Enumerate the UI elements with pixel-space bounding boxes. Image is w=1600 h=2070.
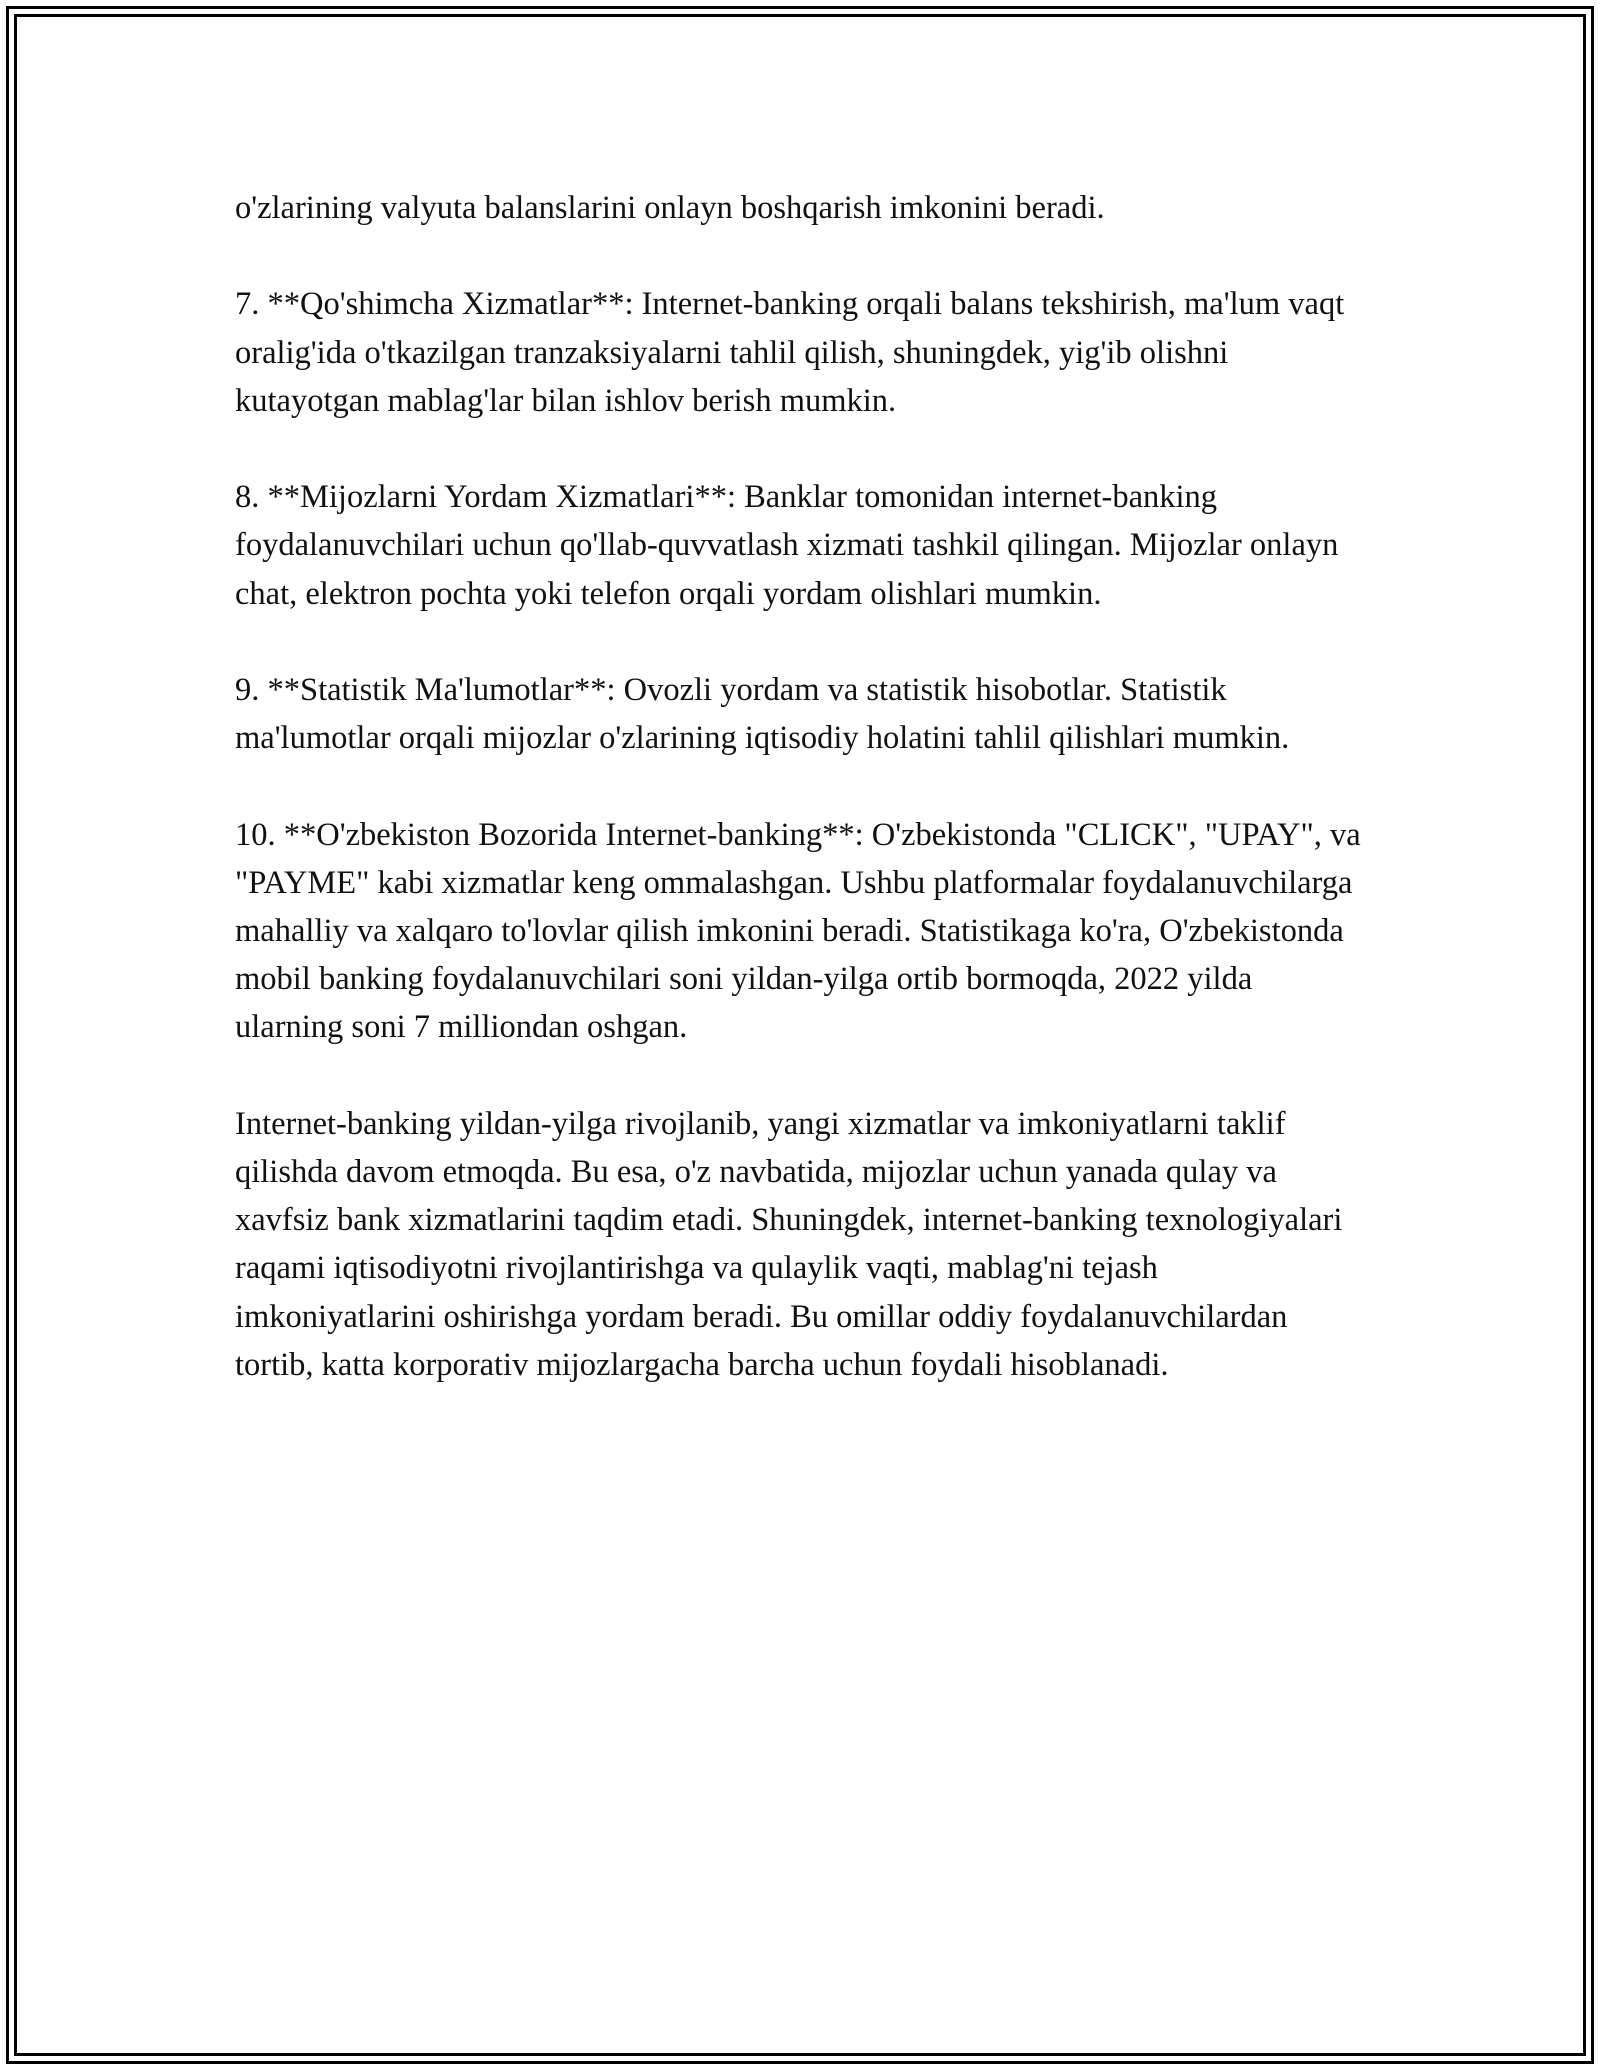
paragraph-additional-services: 7. **Qo'shimcha Xizmatlar**: Internet-banking orqali balans tekshirish, ma'lum vaqt oralig'ida o'tkazilgan tranzaksiyalarni tahlil qilish, shuningdek, yig'ib olishni kutayotgan mablag'lar bilan ishlov berish mumkin.: [235, 286, 1345, 419]
document-body: [235, 184, 1365, 1389]
paragraph-statistical-data: 9. **Statistik Ma'lumotlar**: Ovozli yordam va statistik hisobotlar. Statistik ma'lumotlar orqali mijozlar o'zlarining iqtisodiy holatini tahlil qilishlari mumkin.: [235, 671, 1290, 757]
paragraph-currency-balances: o'zlarining valyuta balanslarini onlayn boshqarish imkonini beradi.: [235, 190, 1105, 226]
paragraph-uzbekistan-market: 10. **O'zbekiston Bozorida Internet-banking**: O'zbekistonda "CLICK", "UPAY", va "PAYME" kabi xizmatlar keng ommalashgan. Ushbu platformalar foydalanuvchilarga mahalliy va xalqaro to'lovlar qilish imkonini beradi. Statistikaga ko'ra, O'zbekistonda mobil banking foydalanuvchilari soni yildan-yilga ortib bormoqda, 2022 yilda ularning soni 7 milliondan oshgan.: [235, 816, 1361, 1046]
paragraph-conclusion: Internet-banking yildan-yilga rivojlanib, yangi xizmatlar va imkoniyatlarni taklif qilishda davom etmoqda. Bu esa, o'z navbatida, mijozlar uchun yanada qulay va xavfsiz bank xizmatlarini taqdim etadi. Shuningdek, internet-banking texnologiyalari raqami iqtisodiyotni rivojlantirishga va qulaylik vaqti, mablag'ni tejash imkoniyatlarini oshirishga yordam beradi. Bu omillar oddiy foydalanuvchilardan tortib, katta korporativ mijozlargacha barcha uchun foydali hisoblanadi.: [235, 1105, 1343, 1383]
paragraph-customer-support: 8. **Mijozlarni Yordam Xizmatlari**: Banklar tomonidan internet-banking foydalanuvchilari uchun qo'llab-quvvatlash xizmati tashkil qilingan. Mijozlar onlayn chat, elektron pochta yoki telefon orqali yordam olishlari mumkin.: [235, 479, 1339, 612]
